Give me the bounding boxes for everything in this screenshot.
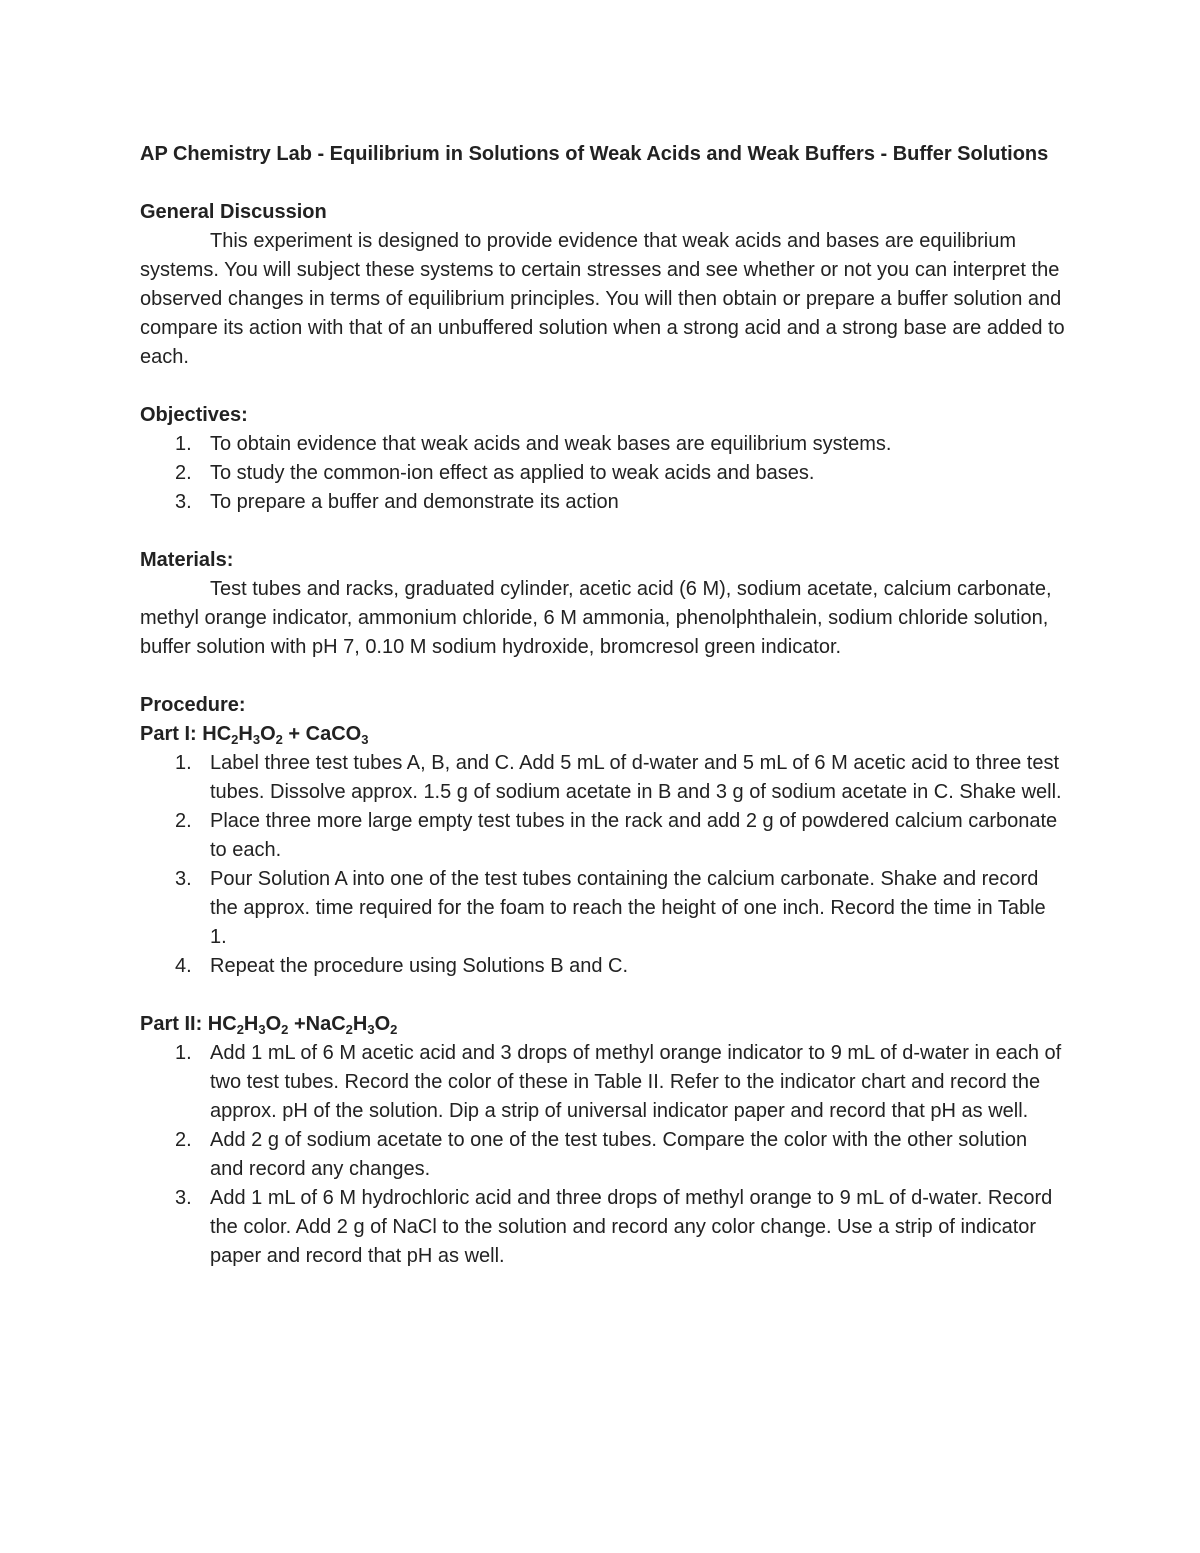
formula-text: HC <box>202 723 232 745</box>
list-number: 2. <box>175 1129 192 1151</box>
list-number: 2. <box>175 810 192 832</box>
list-item <box>140 807 1065 865</box>
list-item <box>140 430 1065 459</box>
formula-text: H <box>238 723 253 745</box>
formula-text: O <box>374 1013 391 1035</box>
formula-text: O <box>265 1013 282 1035</box>
formula-subscript: 3 <box>252 732 261 747</box>
list-item <box>140 459 1065 488</box>
list-number: 4. <box>175 955 192 977</box>
spacer <box>140 981 1065 1010</box>
formula-text: +NaC <box>288 1013 346 1035</box>
formula-subscript: 2 <box>231 732 239 747</box>
part-1-prefix: Part I: <box>140 723 203 745</box>
spacer <box>140 169 1065 198</box>
general-discussion-text: This experiment is designed to provide evidence that weak acids and bases are equilibrium systems. You will subject these systems to certain stresses and see whether or not you can interpret the observed changes in terms of equilibrium principles. You will then obtain or prepare a buffer solution and compare its action with that of an unbuffered solution when a strong acid and a strong base are added to each. <box>140 230 1065 368</box>
formula-subscript: 2 <box>236 1022 244 1037</box>
list-item <box>140 1126 1065 1184</box>
list-item <box>140 1184 1065 1271</box>
list-item-text: Add 1 mL of 6 M acetic acid and 3 drops of methyl orange indicator to 9 mL of d-water in each of two test tubes. Record the color of these in Table II. Refer to the indicator chart and record the approx. pH of the solution. Dip a strip of universal indicator paper and record that pH as well. <box>210 1042 1062 1122</box>
objectives-list <box>140 430 1065 517</box>
list-item-text: Place three more large empty test tubes in the rack and add 2 g of powdered calcium carbonate to each. <box>210 810 1058 861</box>
list-number: 3. <box>175 1187 192 1209</box>
list-item <box>140 488 1065 517</box>
list-item-text: Label three test tubes A, B, and C. Add 5 mL of d-water and 5 mL of 6 M acetic acid to three test tubes. Dissolve approx. 1.5 g of sodium acetate in B and 3 g of sodium acetate in C. Shake well. <box>210 752 1062 803</box>
list-number: 1. <box>175 433 192 455</box>
formula-text: HC <box>207 1013 237 1035</box>
materials-text: Test tubes and racks, graduated cylinder, acetic acid (6 M), sodium acetate, calcium carbonate, methyl orange indicator, ammonium chloride, 6 M ammonia, phenolphthalein, sodium chloride solution, buffer solution with pH 7, 0.10 M sodium hydroxide, bromcresol green indicator. <box>140 578 1052 658</box>
formula-text: H <box>243 1013 259 1035</box>
list-item-text: Repeat the procedure using Solutions B and C. <box>210 955 629 977</box>
part-2-formula <box>208 1013 398 1035</box>
document-page <box>140 140 1065 1271</box>
list-item-text: Pour Solution A into one of the test tubes containing the calcium carbonate. Shake and record the approx. time required for the foam to reach the height of one inch. Record the time in Table 1. <box>210 868 1046 948</box>
part-2-list <box>140 1039 1065 1271</box>
list-item <box>140 749 1065 807</box>
objectives-heading: Objectives: <box>140 404 248 426</box>
formula-subscript: 2 <box>345 1022 353 1037</box>
formula-text: + CaCO <box>282 723 362 745</box>
list-number: 3. <box>175 868 192 890</box>
list-item-text: Add 2 g of sodium acetate to one of the test tubes. Compare the color with the other solution and record any changes. <box>210 1129 1028 1180</box>
list-item-text: To study the common-ion effect as applied to weak acids and bases. <box>210 462 815 484</box>
list-item-text: Add 1 mL of 6 M hydrochloric acid and three drops of methyl orange to 9 mL of d-water. Record the color. Add 2 g of NaCl to the solution and record any color change. Use a strip of indicator paper and record that pH as well. <box>210 1187 1053 1267</box>
list-item <box>140 865 1065 952</box>
part-2-heading <box>140 1010 1065 1039</box>
formula-text: H <box>352 1013 368 1035</box>
formula-subscript: 2 <box>275 732 283 747</box>
formula-subscript: 2 <box>281 1022 289 1037</box>
list-number: 1. <box>175 1042 192 1064</box>
list-number: 3. <box>175 491 192 513</box>
list-item-text: To prepare a buffer and demonstrate its action <box>210 491 619 513</box>
spacer <box>140 372 1065 401</box>
procedure-heading: Procedure: <box>140 694 246 716</box>
formula-subscript: 3 <box>367 1022 375 1037</box>
materials-heading: Materials: <box>140 549 234 571</box>
spacer <box>140 662 1065 691</box>
part-2-prefix: Part II: <box>140 1013 208 1035</box>
document-title: AP Chemistry Lab - Equilibrium in Solutions of Weak Acids and Weak Buffers - Buffer Solutions <box>140 143 1049 165</box>
part-1-list <box>140 749 1065 981</box>
formula-text: O <box>260 723 276 745</box>
general-discussion-heading: General Discussion <box>140 201 327 223</box>
part-1-heading <box>140 720 1065 749</box>
list-number: 1. <box>175 752 192 774</box>
formula-subscript: 2 <box>390 1022 398 1037</box>
part-1-formula <box>202 723 368 745</box>
spacer <box>140 517 1065 546</box>
formula-subscript: 3 <box>258 1022 266 1037</box>
list-number: 2. <box>175 462 192 484</box>
list-item <box>140 1039 1065 1126</box>
list-item-text: To obtain evidence that weak acids and weak bases are equilibrium systems. <box>210 433 892 455</box>
formula-subscript: 3 <box>361 732 369 747</box>
list-item <box>140 952 1065 981</box>
